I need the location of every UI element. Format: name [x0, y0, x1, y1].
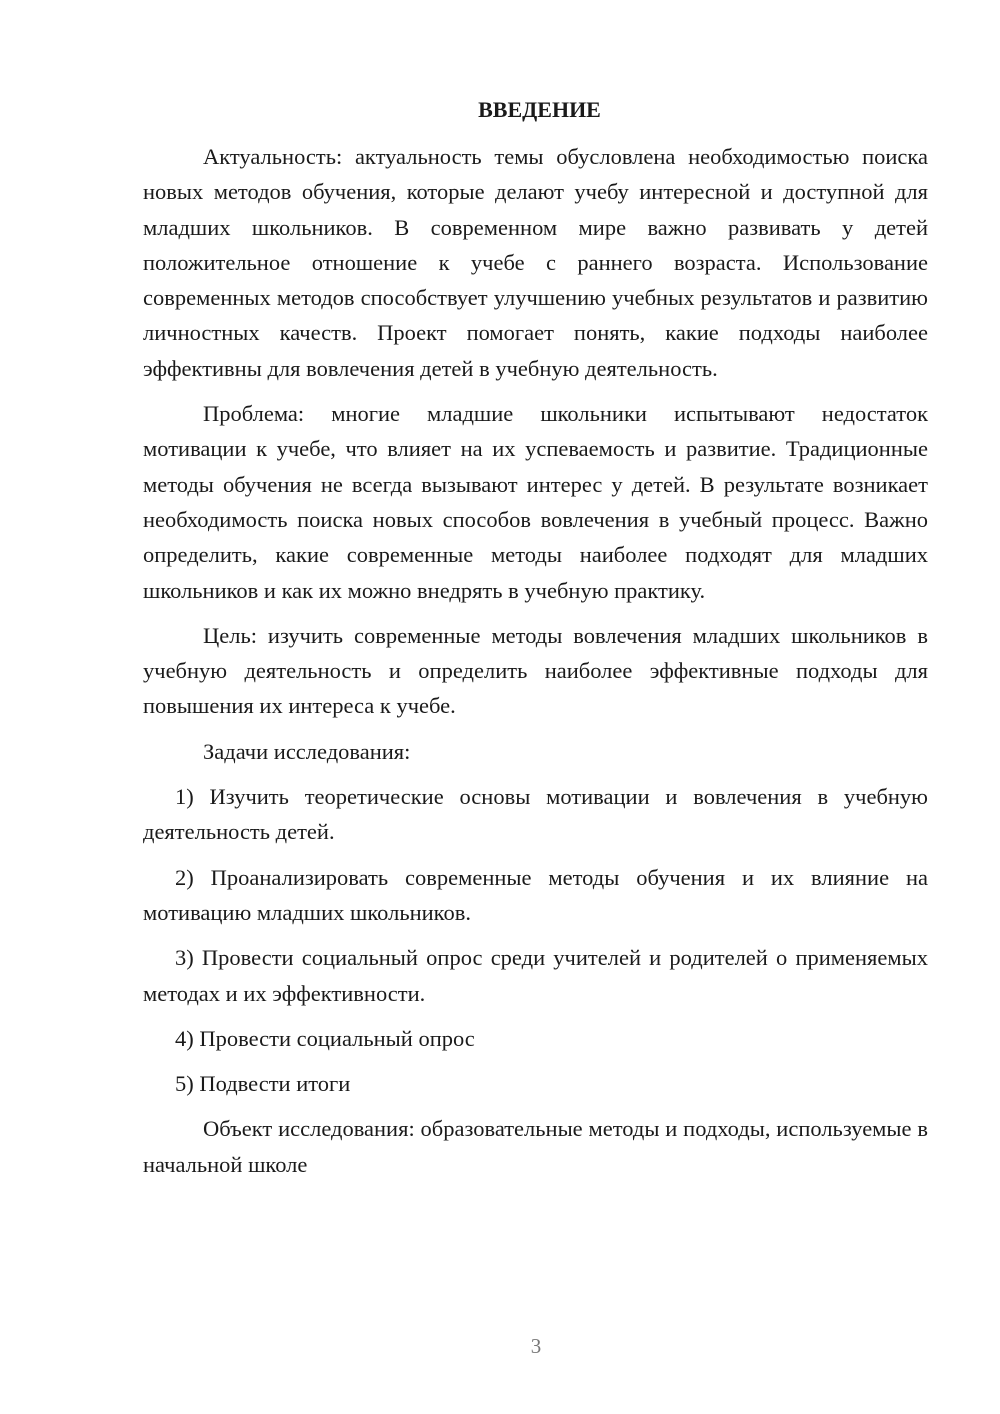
page-content [143, 92, 928, 1192]
paragraph-tasks-heading: Задачи исследования: [203, 738, 411, 764]
paragraph-object: Объект исследования: образовательные методы и подходы, используемые в начальной школе [143, 1116, 928, 1177]
task-item-1: 1) Изучить теоретические основы мотивации и вовлечения в учебную деятельность детей. [143, 784, 928, 845]
task-item-4: 4) Провести социальный опрос [175, 1025, 475, 1051]
page-number: 3 [530, 1334, 542, 1358]
paragraph-problem: Проблема: многие младшие школьники испытывают недостаток мотивации к учебе, что влияет на их успеваемость и развитие. Традиционные методы обучения не всегда вызывают интерес у детей. В результате возникает необходимость поиска новых способов вовлечения в учебный процесс. Важно определить, какие современные методы наиболее подходят для младших школьников и как их можно внедрять в учебную практику. [143, 401, 928, 603]
task-item-3: 3) Провести социальный опрос среди учителей и родителей о применяемых методах и их эффективности. [143, 945, 928, 1006]
section-title: ВВЕДЕНИЕ [478, 97, 601, 122]
paragraph-goal: Цель: изучить современные методы вовлечения младших школьников в учебную деятельность и определить наиболее эффективные подходы для повышения их интереса к учебе. [143, 622, 928, 719]
task-item-5: 5) Подвести итоги [175, 1071, 351, 1097]
paragraph-relevance: Актуальность: актуальность темы обусловлена необходимостью поиска новых методов обучения, которые делают учебу интересной и доступной для младших школьников. В современном мире важно развивать у детей положительное отношение к учебе с раннего возраста. Использование современных методов способствует улучшению учебных результатов и развитию личностных качеств. Проект помогает понять, какие подходы наиболее эффективны для вовлечения детей в учебную деятельность. [143, 144, 928, 381]
task-item-2: 2) Проанализировать современные методы обучения и их влияние на мотивацию младших школьников. [143, 864, 928, 925]
